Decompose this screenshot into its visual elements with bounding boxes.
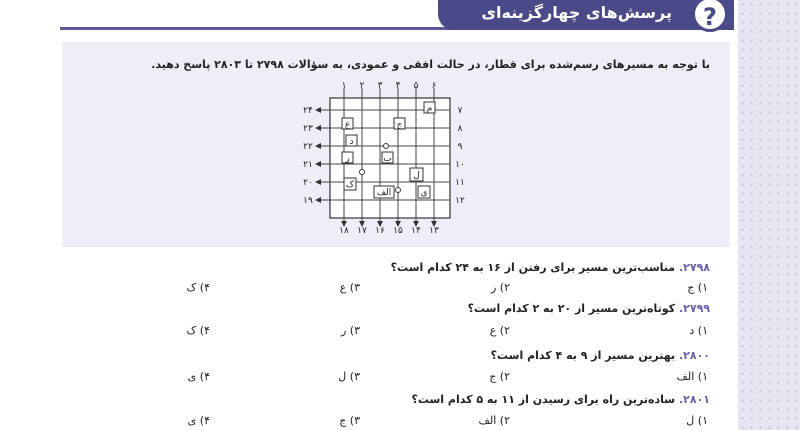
question-2800: [491, 349, 710, 362]
right-label: ۷: [457, 106, 463, 116]
left-label: ۲۳: [303, 124, 313, 134]
question-number: ۲۸۰۱.: [678, 393, 710, 406]
question-2799: [468, 302, 710, 315]
right-label: ۱۰: [455, 160, 465, 170]
bottom-label: ۱۴: [411, 226, 421, 235]
top-label: ۶: [431, 81, 437, 91]
option-4[interactable]: ۴) ک: [186, 324, 210, 337]
cell-letter: الف: [376, 188, 392, 198]
option-2[interactable]: ۲) ر: [490, 281, 510, 294]
cell-letter: ی: [420, 188, 428, 198]
instruction-text: با توجه به مسیرهای رسم‌شده برای قطار، در حالت افقی و عمودی، به سؤالات ۲۷۹۸ تا ۲۸۰۳ پاسخ دهید.: [151, 58, 710, 71]
option-3[interactable]: ۳) ع: [339, 281, 360, 294]
question-number: ۲۷۹۹.: [678, 302, 710, 315]
question-text: کوتاه‌ترین مسیر از ۲۰ به ۲ کدام است؟: [467, 302, 676, 315]
section-title: پرسش‌های چهارگزینه‌ای: [481, 3, 672, 22]
cell-letter: م: [426, 104, 433, 114]
bottom-label: ۱۳: [429, 226, 439, 235]
top-label: ۵: [413, 81, 419, 91]
right-label: ۱۲: [455, 196, 465, 206]
question-text: مناسب‌ترین مسیر برای رفتن از ۱۶ به ۲۴ کدام است؟: [390, 261, 676, 274]
bottom-label: ۱۷: [357, 226, 367, 235]
right-label: ۹: [457, 142, 463, 152]
top-label: ۳: [377, 81, 383, 91]
page-margin-pattern: [738, 0, 800, 430]
top-label: ۱: [341, 81, 347, 91]
question-number: ۲۷۹۸.: [678, 261, 710, 274]
bottom-label: ۱۵: [393, 226, 403, 235]
top-label: ۴: [395, 81, 401, 91]
cell-letter: ل: [413, 171, 420, 181]
left-label: ۲۴: [303, 106, 313, 116]
question-2798: [391, 261, 710, 274]
question-icon: ?: [692, 0, 728, 32]
option-4[interactable]: ۴) ی: [187, 414, 210, 427]
option-1[interactable]: ۱) د: [689, 324, 708, 337]
question-2801: [411, 393, 710, 406]
cell-letter: د: [349, 137, 354, 147]
option-1[interactable]: ۱) ل: [686, 414, 708, 427]
option-4[interactable]: ۴) ی: [187, 370, 210, 383]
option-2[interactable]: ۲) ع: [489, 324, 510, 337]
option-2[interactable]: ۲) الف: [478, 414, 510, 427]
left-label: ۲۱: [303, 160, 313, 170]
option-1[interactable]: ۱) الف: [676, 370, 708, 383]
option-3[interactable]: ۳) ر: [340, 324, 360, 337]
top-label: ۲: [359, 81, 365, 91]
question-text: ساده‌ترین راه برای رسیدن از ۱۱ به ۵ کدام است؟: [411, 393, 676, 406]
cell-letter: ع: [344, 120, 351, 130]
option-1[interactable]: ۱) ج: [687, 281, 708, 294]
left-label: ۱۹: [303, 196, 313, 206]
question-number: ۲۸۰۰.: [678, 349, 710, 362]
bottom-label: ۱۸: [339, 226, 349, 235]
cell-letter: ب: [383, 154, 392, 164]
left-label: ۲۲: [303, 142, 313, 152]
cell-letter: ک: [345, 180, 355, 190]
option-4[interactable]: ۴) ک: [186, 281, 210, 294]
cell-letter: ج: [396, 120, 403, 130]
cell-letter: ر: [345, 154, 350, 164]
option-3[interactable]: ۳) ل: [338, 370, 360, 383]
bottom-label: ۱۶: [375, 226, 385, 235]
right-label: ۸: [457, 124, 463, 134]
question-text: بهترین مسیر از ۹ به ۴ کدام است؟: [490, 349, 676, 362]
option-2[interactable]: ۲) ج: [489, 370, 510, 383]
right-label: ۱۱: [455, 178, 465, 188]
section-header: [438, 0, 734, 30]
option-3[interactable]: ۳) ج: [339, 414, 360, 427]
train-route-diagram: [300, 80, 480, 235]
left-label: ۲۰: [303, 178, 313, 188]
